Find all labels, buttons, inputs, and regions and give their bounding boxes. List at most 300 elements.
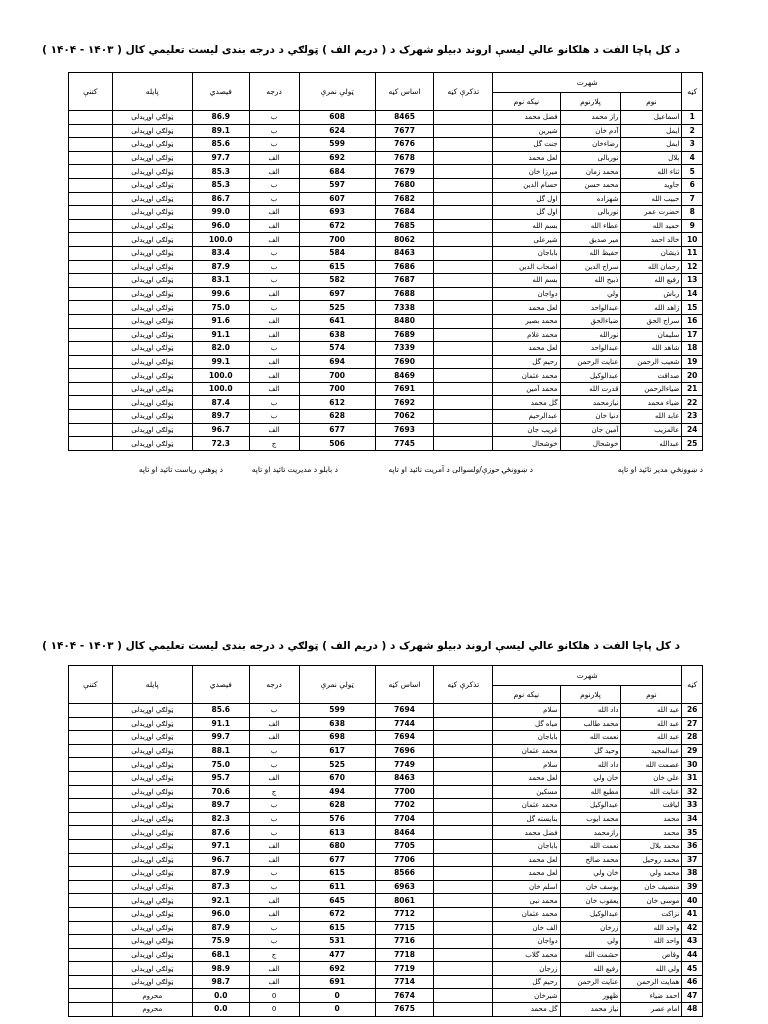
cell-result: ټولګي اوړیدلی <box>112 111 192 125</box>
cell-grandfather: بنایسته گل <box>493 812 560 826</box>
cell-grade: ب <box>249 935 299 949</box>
table-row <box>69 287 703 301</box>
cell-father: دنیا خان <box>560 410 621 424</box>
cell-grade: ب <box>249 867 299 881</box>
cell-father: حفیظ الله <box>560 246 621 260</box>
cell-name: صداقت <box>621 369 682 383</box>
table-row <box>69 233 703 247</box>
cell-total: 700 <box>299 369 375 383</box>
cell-grandfather: جنت گل <box>493 138 560 152</box>
cell-asas: 7689 <box>375 328 434 342</box>
cell-grandfather: باباجان <box>493 731 560 745</box>
cell-tazkira <box>434 314 493 328</box>
cell-grade: ب <box>249 138 299 152</box>
cell-number: 5 <box>682 165 703 179</box>
cell-percent: 89.7 <box>193 410 250 424</box>
cell-total: 700 <box>299 233 375 247</box>
header-shohrat: شهرت <box>493 73 682 93</box>
cell-tazkira <box>434 962 493 976</box>
sheet-title: د کل پاچا الفت د هلکانو عالي لیسې اروند دبیلو شهرک د ( دریم الف ) ټولګي د درجه بندی لیست تعلیمي کال ( ۱۴۰۳ - ۱۴۰۴ ) <box>42 44 680 56</box>
cell-result: ټولګي اوړیدلی <box>112 758 192 772</box>
cell-grandfather: لعل محمد <box>493 342 560 356</box>
cell-name: واجد الله <box>621 921 682 935</box>
cell-tazkira <box>434 894 493 908</box>
cell-percent: 100.0 <box>193 382 250 396</box>
cell-result: ټولګي اوړیدلی <box>112 301 192 315</box>
cell-grandfather: الف خان <box>493 921 560 935</box>
cell-father: محمد حسن <box>560 178 621 192</box>
cell-percent: 0.0 <box>193 1003 250 1017</box>
cell-name: محمد <box>621 812 682 826</box>
cell-total: 628 <box>299 410 375 424</box>
cell-grandfather: بسم الله <box>493 274 560 288</box>
cell-note <box>69 894 113 908</box>
cell-percent: 98.9 <box>193 962 250 976</box>
cell-asas: 7702 <box>375 799 434 813</box>
cell-father: نوربالی <box>560 151 621 165</box>
cell-percent: 91.1 <box>193 328 250 342</box>
header-note: کتنې <box>69 73 113 111</box>
cell-asas: 6963 <box>375 880 434 894</box>
table-row <box>69 111 703 125</box>
cell-note <box>69 744 113 758</box>
table-row <box>69 785 703 799</box>
cell-number: 11 <box>682 246 703 260</box>
cell-total: 694 <box>299 355 375 369</box>
cell-total: 506 <box>299 437 375 451</box>
cell-asas: 7679 <box>375 165 434 179</box>
table-row <box>69 771 703 785</box>
cell-name: حمید الله <box>621 219 682 233</box>
cell-father: محمد ایوب <box>560 812 621 826</box>
cell-grade: ب <box>249 396 299 410</box>
cell-total: 612 <box>299 396 375 410</box>
cell-grade: الف <box>249 423 299 437</box>
signature-footer <box>68 465 703 479</box>
cell-grade: ب <box>249 799 299 813</box>
cell-number: 37 <box>682 853 703 867</box>
cell-tazkira <box>434 989 493 1003</box>
cell-grade: ب <box>249 274 299 288</box>
cell-note <box>69 246 113 260</box>
cell-father: یوسف خان <box>560 880 621 894</box>
cell-note <box>69 111 113 125</box>
table-row <box>69 853 703 867</box>
cell-result: ټولګي اوړیدلی <box>112 396 192 410</box>
cell-tazkira <box>434 192 493 206</box>
cell-number: 22 <box>682 396 703 410</box>
cell-father: نیاز محمد <box>560 1003 621 1017</box>
header-father: پلارنوم <box>560 93 621 111</box>
cell-percent: 87.4 <box>193 396 250 410</box>
cell-note <box>69 975 113 989</box>
cell-total: 531 <box>299 935 375 949</box>
cell-name: احمد ضیاء <box>621 989 682 1003</box>
cell-grandfather: لعل محمد <box>493 867 560 881</box>
cell-name: ذیشان <box>621 246 682 260</box>
cell-grade: ب <box>249 880 299 894</box>
cell-grade: ب <box>249 758 299 772</box>
cell-result: ټولګي اوړیدلی <box>112 342 192 356</box>
cell-percent: 100.0 <box>193 233 250 247</box>
cell-result: ټولګي اوړیدلی <box>112 894 192 908</box>
cell-name: عابد الله <box>621 410 682 424</box>
cell-tazkira <box>434 758 493 772</box>
cell-number: 13 <box>682 274 703 288</box>
cell-name: عبد الله <box>621 704 682 718</box>
cell-percent: 89.7 <box>193 799 250 813</box>
cell-note <box>69 948 113 962</box>
cell-result: ټولګي اوړیدلی <box>112 246 192 260</box>
cell-note <box>69 907 113 921</box>
table-row <box>69 704 703 718</box>
cell-father: محمد طالب <box>560 717 621 731</box>
cell-percent: 99.7 <box>193 731 250 745</box>
cell-percent: 86.7 <box>193 192 250 206</box>
cell-father: زرخان <box>560 921 621 935</box>
cell-number: 10 <box>682 233 703 247</box>
cell-percent: 96.0 <box>193 219 250 233</box>
cell-name: لیاقت <box>621 799 682 813</box>
cell-number: 4 <box>682 151 703 165</box>
cell-asas: 8062 <box>375 233 434 247</box>
cell-note <box>69 355 113 369</box>
cell-result: ټولګي اوړیدلی <box>112 704 192 718</box>
cell-number: 20 <box>682 369 703 383</box>
cell-father: ولي <box>560 935 621 949</box>
cell-tazkira <box>434 206 493 220</box>
header-asas: اساس کڼه <box>375 73 434 111</box>
cell-tazkira <box>434 233 493 247</box>
cell-father: داد الله <box>560 704 621 718</box>
cell-name: وقاص <box>621 948 682 962</box>
cell-result: ټولګي اوړیدلی <box>112 260 192 274</box>
cell-result: ټولګي اوړیدلی <box>112 975 192 989</box>
cell-father: یعقوب خان <box>560 894 621 908</box>
cell-total: 0 <box>299 1003 375 1017</box>
cell-result: ټولګي اوړیدلی <box>112 717 192 731</box>
cell-number: 29 <box>682 744 703 758</box>
cell-asas: 7680 <box>375 178 434 192</box>
cell-total: 641 <box>299 314 375 328</box>
cell-asas: 7744 <box>375 717 434 731</box>
table-row <box>69 342 703 356</box>
cell-note <box>69 382 113 396</box>
cell-asas: 7675 <box>375 1003 434 1017</box>
cell-percent: 87.9 <box>193 867 250 881</box>
cell-percent: 86.9 <box>193 111 250 125</box>
cell-father: نیازمحمد <box>560 396 621 410</box>
table-row <box>69 151 703 165</box>
table-row <box>69 1003 703 1017</box>
cell-grandfather: محمد آمین <box>493 382 560 396</box>
cell-percent: 82.3 <box>193 812 250 826</box>
sheet-title: د کل پاچا الفت د هلکانو عالي لیسې اروند دبیلو شهرک د ( دریم الف ) ټولګي د درجه بندی لیست تعلیمي کال ( ۱۴۰۳ - ۱۴۰۴ ) <box>42 640 680 652</box>
cell-number: 39 <box>682 880 703 894</box>
cell-asas: 7685 <box>375 219 434 233</box>
table-row <box>69 396 703 410</box>
cell-percent: 88.1 <box>193 744 250 758</box>
cell-name: رفیع الله <box>621 274 682 288</box>
cell-grandfather: محمد عثمان <box>493 744 560 758</box>
cell-note <box>69 314 113 328</box>
cell-grade: ب <box>249 178 299 192</box>
cell-grade: ب <box>249 342 299 356</box>
cell-asas: 8566 <box>375 867 434 881</box>
table-row <box>69 301 703 315</box>
cell-tazkira <box>434 111 493 125</box>
cell-number: 40 <box>682 894 703 908</box>
cell-grandfather: اصحاب الدین <box>493 260 560 274</box>
cell-note <box>69 826 113 840</box>
cell-total: 624 <box>299 124 375 138</box>
cell-grandfather: محمد بصیر <box>493 314 560 328</box>
cell-grandfather: خوشحال <box>493 437 560 451</box>
cell-grandfather: لعل محمد <box>493 771 560 785</box>
cell-total: 628 <box>299 799 375 813</box>
cell-grade: الف <box>249 907 299 921</box>
cell-result: ټولګي اوړیدلی <box>112 867 192 881</box>
table-row <box>69 178 703 192</box>
cell-grade: ب <box>249 921 299 935</box>
cell-father: وحید گل <box>560 744 621 758</box>
cell-name: رحمان الله <box>621 260 682 274</box>
cell-percent: 87.6 <box>193 826 250 840</box>
cell-grade: الف <box>249 314 299 328</box>
header-percent: فیصدي <box>193 666 250 704</box>
cell-grade: ب <box>249 410 299 424</box>
cell-name: عنایت الله <box>621 785 682 799</box>
cell-number: 36 <box>682 839 703 853</box>
cell-result: ټولګي اوړیدلی <box>112 921 192 935</box>
table-row <box>69 812 703 826</box>
header-grandfather: نیکه نوم <box>493 93 560 111</box>
cell-note <box>69 369 113 383</box>
grade-table <box>68 72 703 451</box>
cell-grandfather: لعل محمد <box>493 151 560 165</box>
cell-number: 34 <box>682 812 703 826</box>
cell-result: ټولګي اوړیدلی <box>112 962 192 976</box>
cell-grade: 0 <box>249 1003 299 1017</box>
table-row <box>69 246 703 260</box>
footer-directorate: د پوهنې ریاست تائید او تاپه <box>138 465 223 474</box>
cell-total: 582 <box>299 274 375 288</box>
cell-asas: 8465 <box>375 111 434 125</box>
table-row <box>69 369 703 383</box>
cell-grandfather: شیرین <box>493 124 560 138</box>
cell-total: 613 <box>299 826 375 840</box>
cell-asas: 7339 <box>375 342 434 356</box>
cell-note <box>69 731 113 745</box>
cell-number: 17 <box>682 328 703 342</box>
cell-note <box>69 151 113 165</box>
cell-result: ټولګي اوړیدلی <box>112 744 192 758</box>
cell-asas: 7700 <box>375 785 434 799</box>
cell-grandfather: سلام <box>493 704 560 718</box>
cell-grade: ب <box>249 124 299 138</box>
cell-note <box>69 138 113 152</box>
cell-number: 27 <box>682 717 703 731</box>
cell-name: خالد احمد <box>621 233 682 247</box>
table-row <box>69 437 703 451</box>
cell-grandfather: محمد نبی <box>493 894 560 908</box>
cell-percent: 75.9 <box>193 935 250 949</box>
cell-father: نعمت الله <box>560 731 621 745</box>
cell-asas: 7749 <box>375 758 434 772</box>
cell-grandfather: محمد عثمان <box>493 369 560 383</box>
cell-tazkira <box>434 410 493 424</box>
cell-result: ټولګي اوړیدلی <box>112 233 192 247</box>
cell-note <box>69 260 113 274</box>
cell-total: 677 <box>299 853 375 867</box>
cell-total: 615 <box>299 867 375 881</box>
cell-number: 21 <box>682 382 703 396</box>
cell-father: ضیاءالحق <box>560 314 621 328</box>
cell-grade: ب <box>249 192 299 206</box>
cell-result: ټولګي اوړیدلی <box>112 799 192 813</box>
cell-note <box>69 921 113 935</box>
cell-name: رباش <box>621 287 682 301</box>
cell-father: سراج الدین <box>560 260 621 274</box>
cell-number: 18 <box>682 342 703 356</box>
cell-number: 9 <box>682 219 703 233</box>
cell-result: ټولګي اوړیدلی <box>112 853 192 867</box>
cell-percent: 92.1 <box>193 894 250 908</box>
cell-tazkira <box>434 124 493 138</box>
cell-asas: 7676 <box>375 138 434 152</box>
cell-percent: 68.1 <box>193 948 250 962</box>
cell-number: 43 <box>682 935 703 949</box>
cell-name: عبد الله <box>621 717 682 731</box>
cell-asas: 8469 <box>375 369 434 383</box>
cell-grandfather: لعل محمد <box>493 301 560 315</box>
cell-grade: الف <box>249 731 299 745</box>
cell-name: ایمل <box>621 138 682 152</box>
cell-grade: ب <box>249 812 299 826</box>
table-row <box>69 138 703 152</box>
cell-asas: 7338 <box>375 301 434 315</box>
cell-father: عبدالواحد <box>560 301 621 315</box>
cell-grandfather: باباجان <box>493 839 560 853</box>
cell-total: 615 <box>299 260 375 274</box>
header-total: ټولې نمرې <box>299 666 375 704</box>
table-row <box>69 799 703 813</box>
cell-note <box>69 935 113 949</box>
cell-name: عبدالله <box>621 437 682 451</box>
cell-grade: 0 <box>249 989 299 1003</box>
cell-number: 32 <box>682 785 703 799</box>
cell-tazkira <box>434 826 493 840</box>
cell-name: بلال <box>621 151 682 165</box>
cell-father: عنایت الرحمن <box>560 355 621 369</box>
cell-number: 48 <box>682 1003 703 1017</box>
cell-name: محمد ولي <box>621 867 682 881</box>
cell-number: 38 <box>682 867 703 881</box>
cell-note <box>69 853 113 867</box>
table-row <box>69 826 703 840</box>
cell-grade: الف <box>249 771 299 785</box>
cell-number: 47 <box>682 989 703 1003</box>
cell-note <box>69 206 113 220</box>
header-name: نوم <box>621 686 682 704</box>
cell-result: ټولګي اوړیدلی <box>112 731 192 745</box>
table-row <box>69 907 703 921</box>
header-percent: فیصدي <box>193 73 250 111</box>
cell-tazkira <box>434 151 493 165</box>
cell-grandfather: عبدالرحیم <box>493 410 560 424</box>
cell-note <box>69 880 113 894</box>
table-row <box>69 260 703 274</box>
cell-percent: 0.0 <box>193 989 250 1003</box>
cell-asas: 8463 <box>375 771 434 785</box>
cell-tazkira <box>434 731 493 745</box>
table-row <box>69 744 703 758</box>
cell-asas: 7692 <box>375 396 434 410</box>
cell-name: منصیف خان <box>621 880 682 894</box>
cell-father: عنایت الرحمن <box>560 975 621 989</box>
cell-tazkira <box>434 437 493 451</box>
cell-grade: الف <box>249 853 299 867</box>
cell-father: خان ولي <box>560 867 621 881</box>
cell-number: 14 <box>682 287 703 301</box>
cell-total: 692 <box>299 151 375 165</box>
header-name: نوم <box>621 93 682 111</box>
cell-result: ټولګي اوړیدلی <box>112 410 192 424</box>
cell-tazkira <box>434 975 493 989</box>
cell-number: 19 <box>682 355 703 369</box>
cell-total: 525 <box>299 758 375 772</box>
cell-result: ټولګي اوړیدلی <box>112 785 192 799</box>
cell-asas: 7716 <box>375 935 434 949</box>
table-row <box>69 921 703 935</box>
cell-total: 691 <box>299 975 375 989</box>
cell-total: 576 <box>299 812 375 826</box>
cell-grade: الف <box>249 151 299 165</box>
table-row <box>69 717 703 731</box>
cell-total: 611 <box>299 880 375 894</box>
cell-tazkira <box>434 382 493 396</box>
cell-name: عبدالمجید <box>621 744 682 758</box>
cell-grandfather: میاه گل <box>493 717 560 731</box>
cell-tazkira <box>434 328 493 342</box>
cell-asas: 7704 <box>375 812 434 826</box>
cell-result: ټولګي اوړیدلی <box>112 369 192 383</box>
cell-number: 6 <box>682 178 703 192</box>
cell-result: ټولګي اوړیدلی <box>112 826 192 840</box>
cell-asas: 7712 <box>375 907 434 921</box>
header-result: پایله <box>112 73 192 111</box>
cell-father: راز محمد <box>560 111 621 125</box>
table-row <box>69 192 703 206</box>
cell-grandfather: حسام الدین <box>493 178 560 192</box>
cell-total: 0 <box>299 989 375 1003</box>
cell-asas: 7715 <box>375 921 434 935</box>
cell-father: عطاء الله <box>560 219 621 233</box>
cell-total: 477 <box>299 948 375 962</box>
cell-father: رازمحمد <box>560 826 621 840</box>
cell-number: 41 <box>682 907 703 921</box>
cell-father: شهزاده <box>560 192 621 206</box>
header-number: کڼه <box>682 666 703 704</box>
cell-asas: 8061 <box>375 894 434 908</box>
cell-grade: الف <box>249 894 299 908</box>
cell-note <box>69 165 113 179</box>
cell-father: میر صدیق <box>560 233 621 247</box>
cell-total: 677 <box>299 423 375 437</box>
cell-grandfather: شیرخان <box>493 989 560 1003</box>
cell-total: 617 <box>299 744 375 758</box>
cell-name: ایمل <box>621 124 682 138</box>
